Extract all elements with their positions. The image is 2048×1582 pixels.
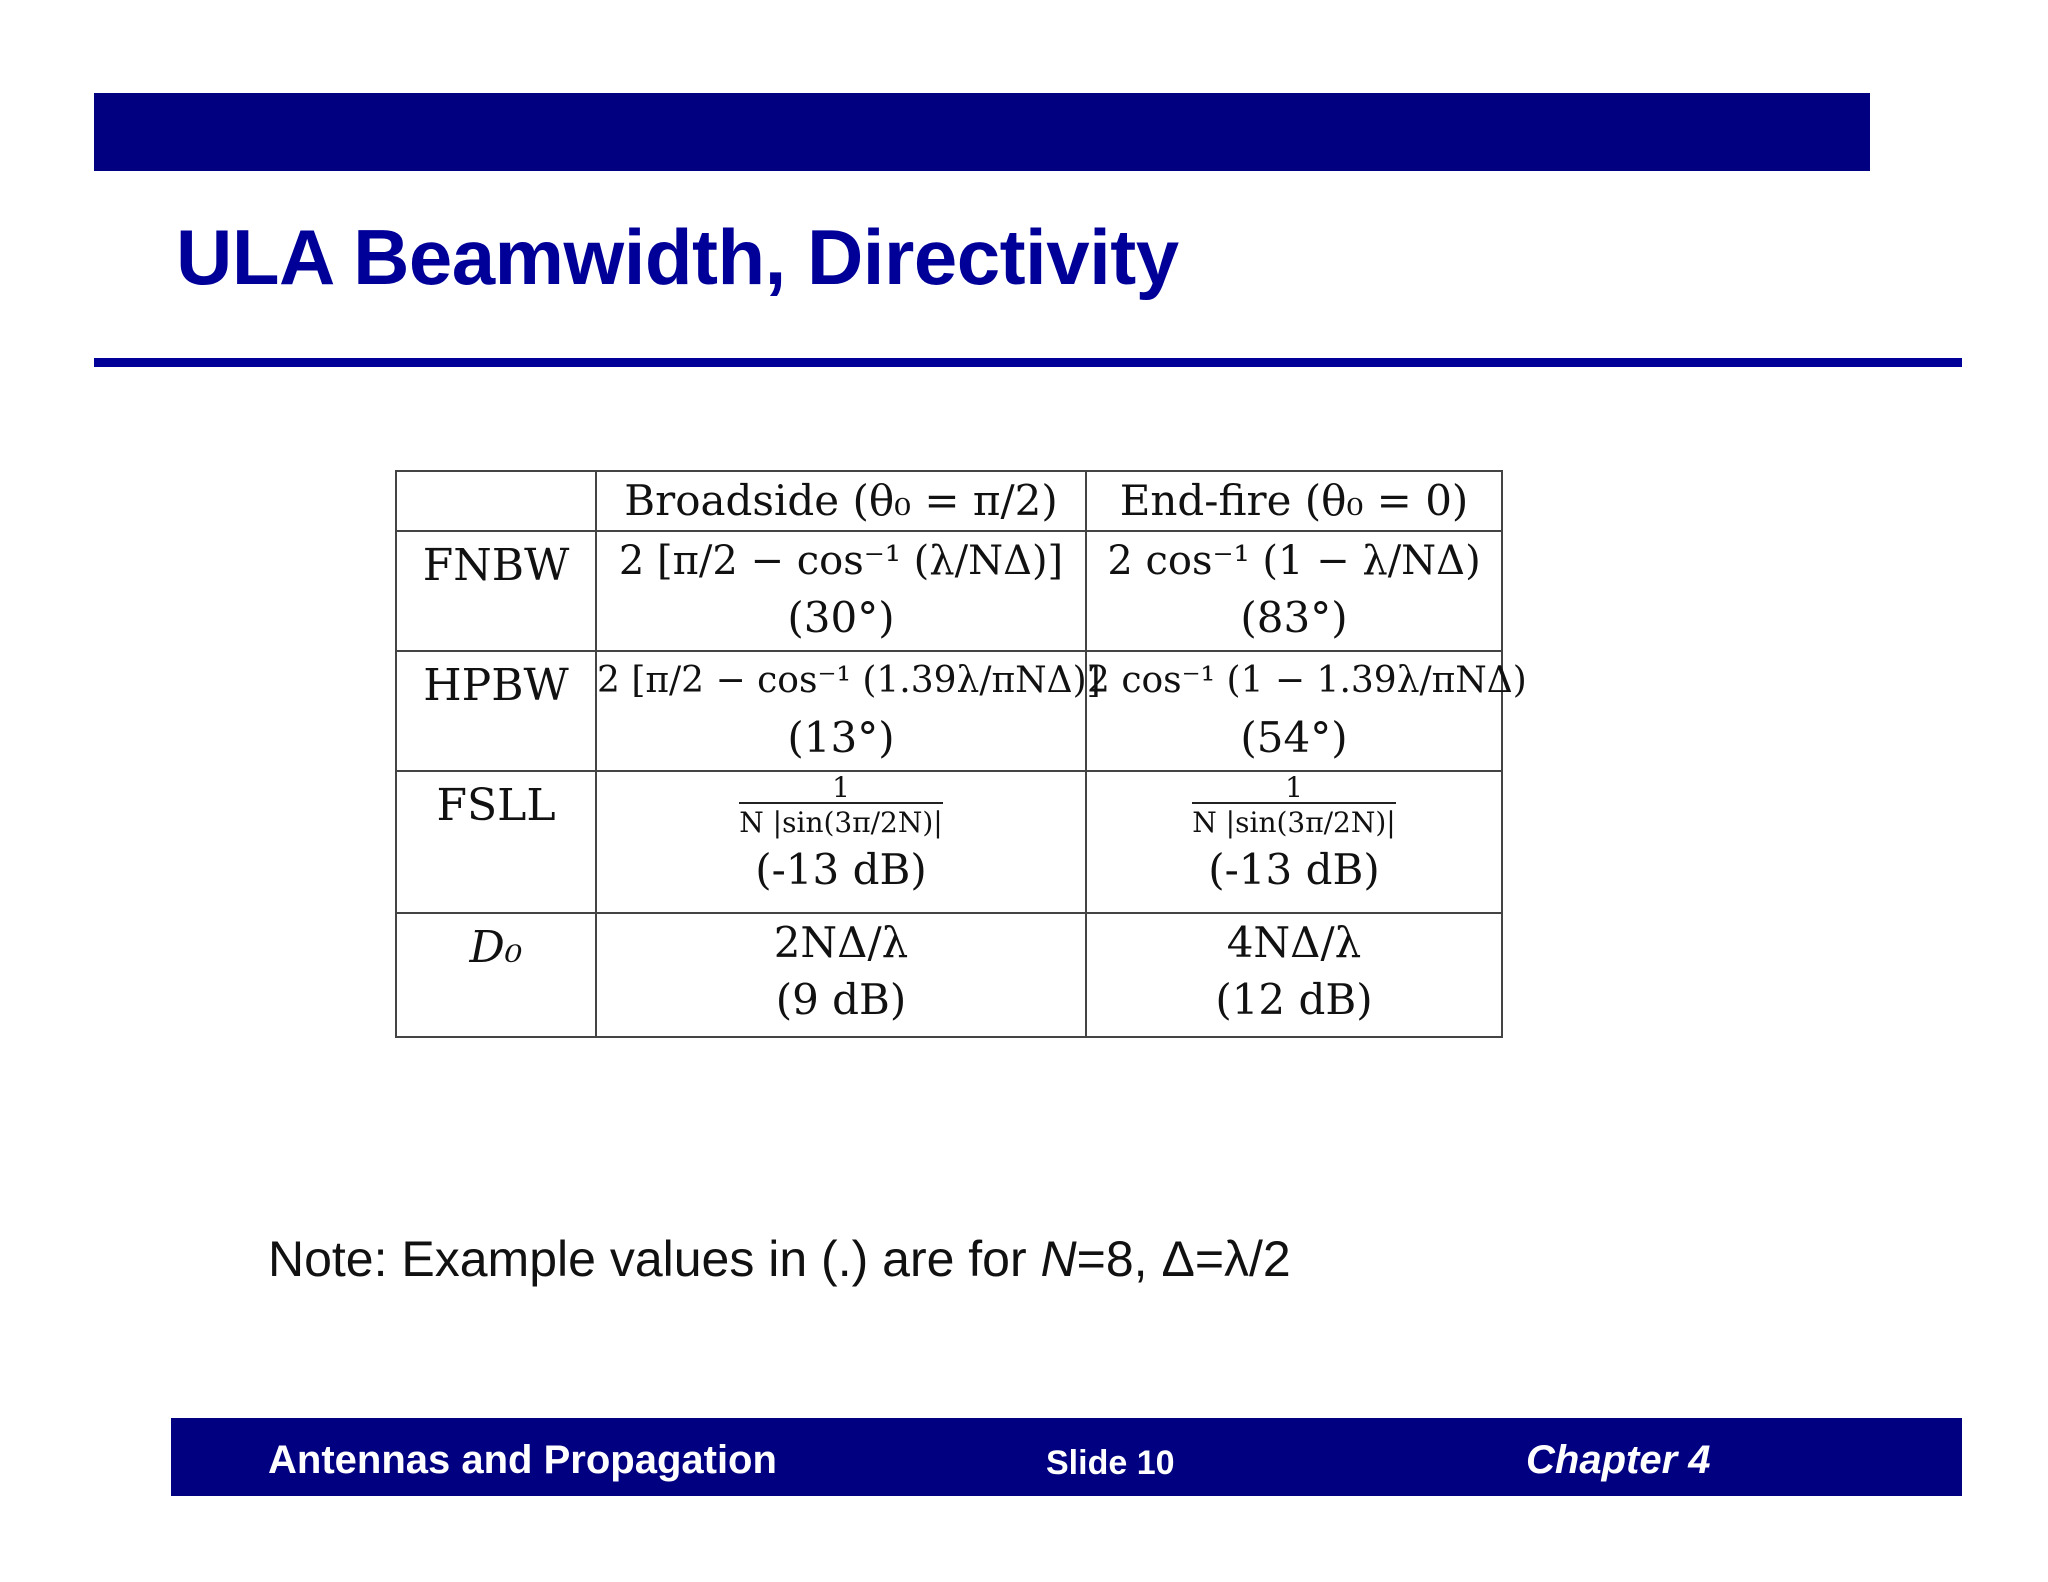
directivity-endfire-formula: 4NΔ/λ: [1226, 918, 1362, 967]
fsll-broadside-denominator: N |sin(3π/2N)|: [739, 806, 943, 839]
fsll-endfire-cell: [1086, 771, 1502, 913]
directivity-broadside-value: (9 dB): [775, 975, 907, 1024]
directivity-broadside-cell: [596, 913, 1086, 1037]
hpbw-broadside-formula: 2 [π/2 − cos⁻¹ (1.39λ/πNΔ)]: [597, 660, 1101, 701]
fnbw-broadside-cell: [596, 531, 1086, 651]
fsll-broadside-cell: [596, 771, 1086, 913]
footer-slide-number: Slide 10: [1046, 1444, 1175, 1482]
fsll-endfire-fraction: [1192, 771, 1396, 842]
fnbw-broadside-formula: 2 [π/2 − cos⁻¹ (λ/NΔ)]: [618, 538, 1064, 584]
header-broadside: Broadside (θ₀ = π/2): [596, 471, 1086, 531]
fnbw-endfire-cell: [1086, 531, 1502, 651]
directivity-endfire-value: (12 dB): [1215, 975, 1373, 1024]
fsll-endfire-value: (-13 dB): [1208, 845, 1380, 894]
hpbw-broadside-cell: [596, 651, 1101, 771]
fnbw-broadside-value: (30°): [787, 593, 895, 642]
footer-band: [171, 1418, 1962, 1496]
row-label-fsll: FSLL: [396, 771, 596, 913]
note-suffix: =8, Δ=λ/2: [1076, 1231, 1291, 1287]
header-band: [94, 93, 1870, 171]
note-variable: N: [1040, 1231, 1077, 1287]
hpbw-endfire-formula: 2 cos⁻¹ (1 − 1.39λ/πNΔ): [1087, 660, 1527, 701]
row-label-directivity: D₀: [396, 913, 596, 1037]
fnbw-endfire-formula: 2 cos⁻¹ (1 − λ/NΔ): [1107, 538, 1481, 584]
hpbw-endfire-cell: [1086, 651, 1527, 771]
note-text: [268, 1230, 1291, 1288]
table-row: [396, 531, 1502, 651]
footer-course-title: Antennas and Propagation: [268, 1438, 777, 1482]
slide-title: ULA Beamwidth, Directivity: [176, 213, 1179, 301]
table-header-row: [396, 471, 1502, 531]
hpbw-broadside-value: (13°): [787, 713, 895, 762]
hpbw-endfire-value: (54°): [1240, 713, 1348, 762]
fsll-broadside-numerator: 1: [739, 774, 942, 804]
header-empty-cell: [396, 471, 596, 531]
note-prefix: Note: Example values in (.) are for: [268, 1231, 1041, 1287]
row-label-fnbw: FNBW: [396, 531, 596, 651]
fsll-broadside-value: (-13 dB): [755, 845, 927, 894]
header-endfire: End-fire (θ₀ = 0): [1086, 471, 1502, 531]
footer-chapter: Chapter 4: [1526, 1438, 1711, 1482]
table-row: [396, 913, 1502, 1037]
fsll-broadside-fraction: [739, 771, 943, 842]
fsll-endfire-numerator: 1: [1192, 774, 1395, 804]
formula-table: [395, 470, 1527, 1038]
title-divider: [94, 358, 1962, 367]
table-row: [396, 651, 1502, 771]
fsll-endfire-denominator: N |sin(3π/2N)|: [1192, 806, 1396, 839]
row-label-hpbw: HPBW: [396, 651, 596, 771]
table-row: [396, 771, 1502, 913]
directivity-endfire-cell: [1086, 913, 1502, 1037]
directivity-broadside-formula: 2NΔ/λ: [773, 918, 909, 967]
fnbw-endfire-value: (83°): [1240, 593, 1348, 642]
